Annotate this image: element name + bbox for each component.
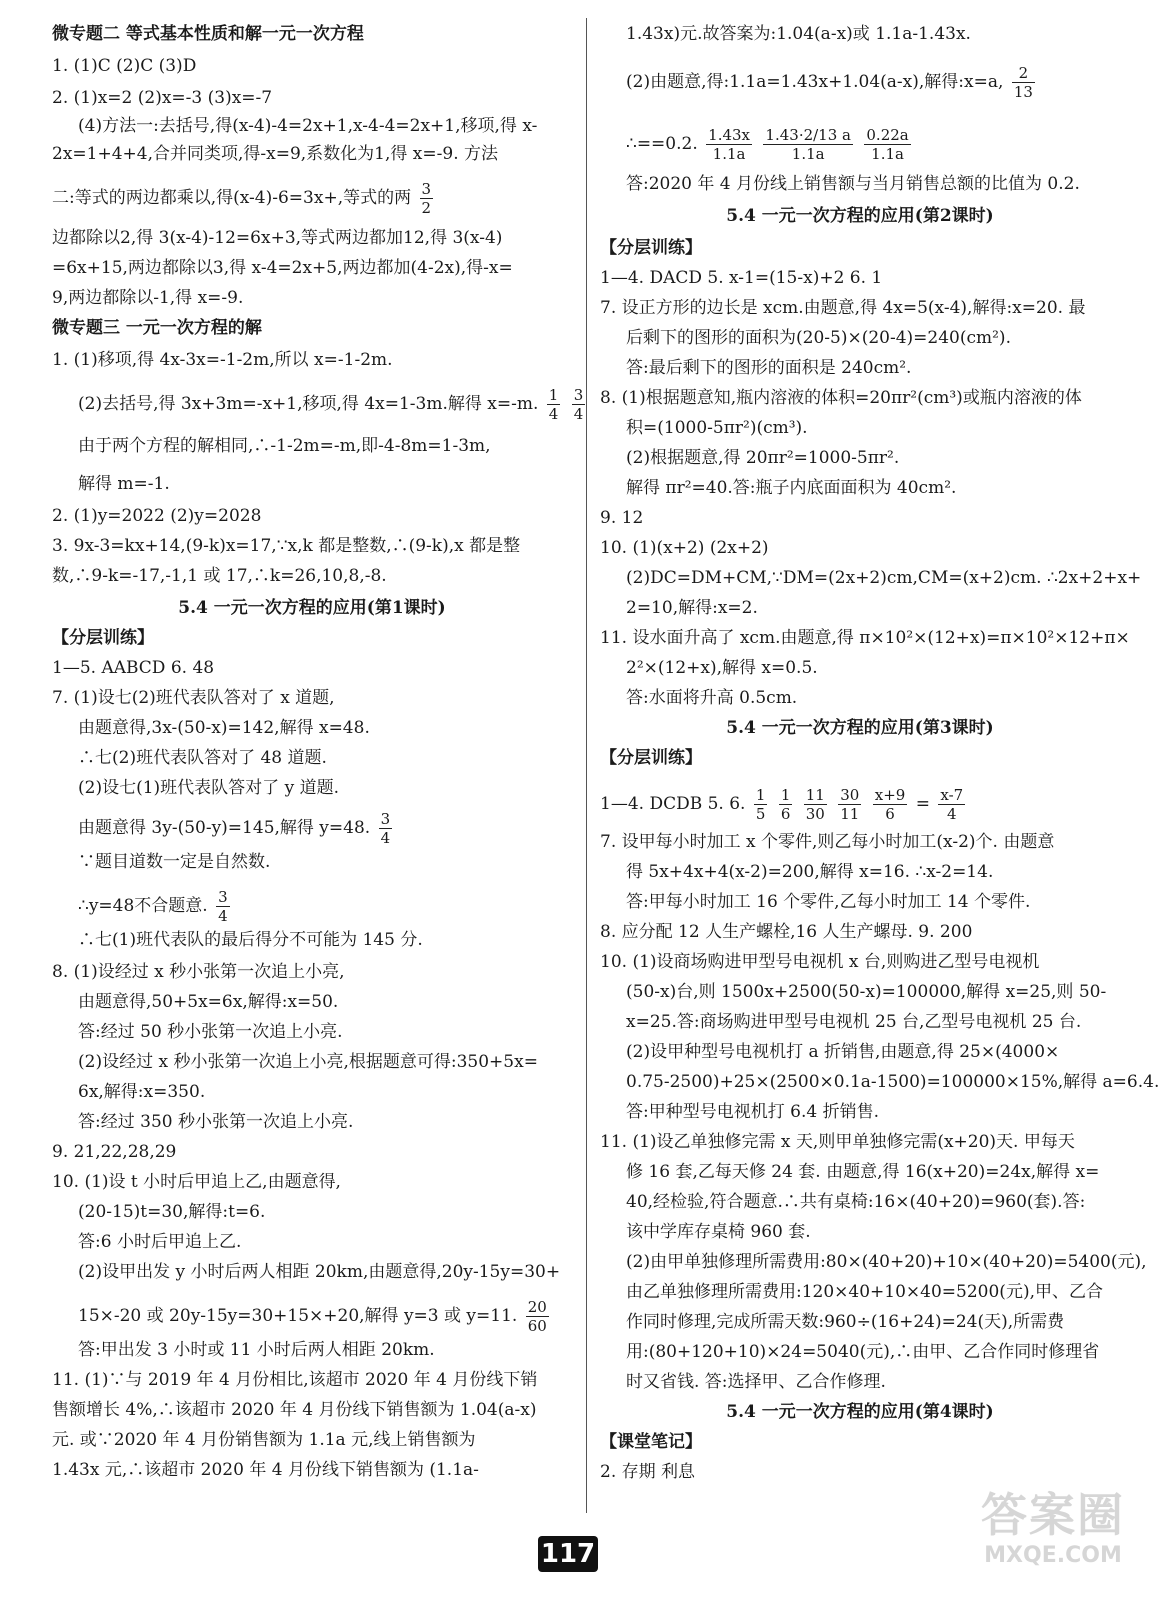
- answer-line: (4)方法一:去括号,得(x-4)-4=2x+1,x-4-4=2x+1,移项,得 x-: [78, 116, 538, 136]
- answer-line: (20-15)t=30,解得:t=6.: [78, 1202, 266, 1222]
- text-segment: (2)由题意,得:1.1a=1.43x+1.04(a-x),解得:x=a,: [626, 72, 1004, 92]
- answer-line: [600, 786, 1120, 823]
- answer-line: [52, 1298, 572, 1335]
- fraction: $\frac{0.22a}{1.1a}$: [866, 126, 909, 163]
- fraction: $\frac{2}{13}$: [1013, 64, 1033, 101]
- answer-line: 答:水面将升高 0.5cm.: [626, 688, 798, 708]
- answer-line: 由于两个方程的解相同,∴-1-2m=-m,即-4-8m=1-3m,: [78, 436, 491, 456]
- section-title: 微专题二 等式基本性质和解一元一次方程: [52, 24, 364, 44]
- answer-line: 6x,解得:x=350.: [78, 1082, 206, 1102]
- answer-line: 9,两边都除以-1,得 x=-9.: [52, 288, 244, 308]
- sub-heading: 【课堂笔记】: [600, 1432, 702, 1452]
- answer-line: [52, 888, 572, 925]
- text-segment: 由题意得 3y-(50-y)=145,解得 y=48.: [78, 818, 371, 838]
- answer-line: 11. (1)∵与 2019 年 4 月份相比,该超市 2020 年 4 月份线下销: [52, 1370, 538, 1390]
- answer-line: 后剩下的图形的面积为(20-5)×(20-4)=240(cm²).: [626, 328, 1011, 348]
- answer-line: 由题意得,3x-(50-x)=142,解得 x=48.: [78, 718, 370, 738]
- answer-line: x=25.答:商场购进甲型号电视机 25 台,乙型号电视机 25 台.: [626, 1012, 1082, 1032]
- answer-line: 答:6 小时后甲追上乙.: [78, 1232, 242, 1252]
- answer-line: 7. (1)设七(2)班代表队答对了 x 道题,: [52, 688, 335, 708]
- answer-line: [52, 180, 572, 217]
- answer-line: 10. (1)设商场购进甲型号电视机 x 台,则购进乙型号电视机: [600, 952, 1040, 972]
- answer-line: 9. 21,22,28,29: [52, 1142, 177, 1162]
- text-segment: 15×-20 或 20y-15y=30+15×+20,解得 y=3 或 y=11.: [78, 1306, 518, 1326]
- section-title: 5.4 一元一次方程的应用(第2课时): [726, 206, 994, 226]
- answer-line: 修 16 套,乙每天修 24 套. 由题意,得 16(x+20)=24x,解得 x=: [626, 1162, 1100, 1182]
- answer-line: 7. 设甲每小时加工 x 个零件,则乙每小时加工(x-2)个. 由题意: [600, 832, 1055, 852]
- equals-sign: =: [915, 794, 930, 814]
- answer-line: 11. 设水面升高了 xcm.由题意,得 π×10²×(12+x)=π×10²×12+π×: [600, 628, 1130, 648]
- answer-line: 10. (1)设 t 小时后甲追上乙,由题意得,: [52, 1172, 341, 1192]
- answer-line: 答:2020 年 4 月份线上销售额与当月销售总额的比值为 0.2.: [626, 174, 1080, 194]
- watermark-url: MXQE.COM: [984, 1543, 1122, 1568]
- watermark-text: 答案圈: [981, 1488, 1125, 1542]
- answer-line: 数,∴9-k=-17,-1,1 或 17,∴k=26,10,8,-8.: [52, 566, 387, 586]
- answer-line: 7. 设正方形的边长是 xcm.由题意,得 4x=5(x-4),解得:x=20. 最: [600, 298, 1086, 318]
- answer-line: 答:甲出发 3 小时或 11 小时后两人相距 20km.: [78, 1340, 435, 1360]
- answer-line: 2x=1+4+4,合并同类项,得-x=9,系数化为1,得 x=-9. 方法: [52, 144, 499, 164]
- answer-line: (2)设七(1)班代表队答对了 y 道题.: [78, 778, 339, 798]
- answer-line: (2)根据题意,得 20πr²=1000-5πr².: [626, 448, 900, 468]
- fraction: $\frac{3}{4}$: [573, 386, 584, 423]
- answer-line: 8. (1)根据题意知,瓶内溶液的体积=20πr²(cm³)或瓶内溶液的体: [600, 388, 1082, 408]
- answer-line: 答:甲每小时加工 16 个零件,乙每小时加工 14 个零件.: [626, 892, 1031, 912]
- answer-line: (50-x)台,则 1500x+2500(50-x)=100000,解得 x=25,则 50-: [626, 982, 1107, 1002]
- answer-line: 1—5. AABCD 6. 48: [52, 658, 215, 678]
- fraction: $\frac{3}{4}$: [218, 888, 228, 925]
- answer-line: 2. (1)x=2 (2)x=-3 (3)x=-7: [52, 88, 273, 108]
- fraction: $\frac{x-7}{4}$: [940, 786, 964, 823]
- answer-line: 时又省钱. 答:选择甲、乙合作修理.: [626, 1372, 886, 1392]
- answer-line: 该中学库存桌椅 960 套.: [626, 1222, 811, 1242]
- fraction: $\frac{3}{2}$: [421, 180, 432, 217]
- sub-heading: 【分层训练】: [600, 238, 702, 258]
- text-segment: 1—4. DCDB 5. 6.: [600, 794, 751, 814]
- answer-line: 2=10,解得:x=2.: [626, 598, 758, 618]
- answer-line: 8. 应分配 12 人生产螺栓,16 人生产螺母. 9. 200: [600, 922, 973, 942]
- answer-line: [600, 126, 1120, 163]
- answer-line: 1. (1)移项,得 4x-3x=-1-2m,所以 x=-1-2m.: [52, 350, 393, 370]
- answer-line: 2. 存期 利息: [600, 1462, 696, 1482]
- answer-line: 由题意得,50+5x=6x,解得:x=50.: [78, 992, 339, 1012]
- answer-line: 1. (1)C (2)C (3)D: [52, 56, 197, 76]
- answer-line: 答:甲种型号电视机打 6.4 折销售.: [626, 1102, 879, 1122]
- text-segment: ∴==0.2.: [626, 134, 698, 154]
- answer-line: 解得 m=-1.: [78, 474, 170, 494]
- fraction: $\frac{1}{5}$: [755, 786, 766, 823]
- answer-line: 答:经过 50 秒小张第一次追上小亮.: [78, 1022, 343, 1042]
- answer-line: 用:(80+120+10)×24=5040(元),∴由甲、乙合作同时修理省: [626, 1342, 1100, 1362]
- answer-line: =6x+15,两边都除以3,得 x-4=2x+5,两边都加(4-2x),得-x=: [52, 258, 513, 278]
- answer-line: (2)设甲出发 y 小时后两人相距 20km,由题意得,20y-15y=30+: [78, 1262, 561, 1282]
- sub-heading: 【分层训练】: [52, 628, 154, 648]
- fraction: $\frac{1.43x}{1.1a}$: [708, 126, 751, 163]
- answer-line: [52, 386, 584, 423]
- right-column: [600, 0, 1160, 1540]
- answer-line: ∴七(2)班代表队答对了 48 道题.: [78, 748, 327, 768]
- column-divider: [586, 18, 587, 1513]
- answer-line: ∵题目道数一定是自然数.: [78, 852, 271, 872]
- answer-line: 9. 12: [600, 508, 644, 528]
- answer-line: 8. (1)设经过 x 秒小张第一次追上小亮,: [52, 962, 345, 982]
- answer-line: 40,经检验,符合题意.∴共有桌椅:16×(40+20)=960(套).答:: [626, 1192, 1086, 1212]
- answer-line: 10. (1)(x+2) (2x+2): [600, 538, 769, 558]
- answer-line: ∴七(1)班代表队的最后得分不可能为 145 分.: [78, 930, 423, 950]
- section-title: 微专题三 一元一次方程的解: [52, 318, 262, 338]
- page-number: 117: [538, 1536, 598, 1572]
- fraction: $\frac{1}{4}$: [548, 386, 559, 423]
- answer-line: 作同时修理,完成所需天数:960÷(16+24)=24(天),所需费: [626, 1312, 1065, 1332]
- fraction: $\frac{3}{4}$: [380, 810, 391, 847]
- fraction: $\frac{x+9}{6}$: [874, 786, 906, 823]
- answer-line: 2²×(12+x),解得 x=0.5.: [626, 658, 818, 678]
- answer-line: 答:最后剩下的图形的面积是 240cm².: [626, 358, 912, 378]
- answer-line: 售额增长 4%,∴该超市 2020 年 4 月份线下销售额为 1.04(a-x): [52, 1400, 537, 1420]
- sub-heading: 【分层训练】: [600, 748, 702, 768]
- answer-line: (2)设甲种型号电视机打 a 折销售,由题意,得 25×(4000×: [626, 1042, 1060, 1062]
- answer-line: 3. 9x-3=kx+14,(9-k)x=17,∵x,k 都是整数,∴(9-k),x 都是整: [52, 536, 521, 556]
- answer-line: 1—4. DACD 5. x-1=(15-x)+2 6. 1: [600, 268, 883, 288]
- left-column: [52, 0, 584, 1540]
- answer-line: 11. (1)设乙单独修完需 x 天,则甲单独修完需(x+20)天. 甲每天: [600, 1132, 1075, 1152]
- answer-line: 1.43x 元,∴该超市 2020 年 4 月份线下销售额为 (1.1a-: [52, 1460, 479, 1480]
- answer-line: [600, 64, 1120, 101]
- fraction: $\frac{20}{60}$: [527, 1298, 547, 1335]
- watermark-logo: [968, 1488, 1138, 1580]
- section-title: 5.4 一元一次方程的应用(第3课时): [726, 718, 994, 738]
- answer-line: 边都除以2,得 3(x-4)-12=6x+3,等式两边都加12,得 3(x-4): [52, 228, 503, 248]
- answer-line: 由乙单独修理所需费用:120×40+10×40=5200(元),甲、乙合: [626, 1282, 1103, 1302]
- answer-line: 1.43x)元.故答案为:1.04(a-x)或 1.1a-1.43x.: [626, 24, 971, 44]
- answer-line: 2. (1)y=2022 (2)y=2028: [52, 506, 262, 526]
- answer-line: 得 5x+4x+4(x-2)=200,解得 x=16. ∴x-2=14.: [626, 862, 994, 882]
- section-title: 5.4 一元一次方程的应用(第1课时): [178, 598, 446, 618]
- answer-line: 积=(1000-5πr²)(cm³).: [626, 418, 808, 438]
- answer-line: 0.75-2500)+25×(2500×0.1a-1500)=100000×15%,解得 a=6.4.: [626, 1072, 1160, 1092]
- section-title: 5.4 一元一次方程的应用(第4课时): [726, 1402, 994, 1422]
- answer-line: (2)由甲单独修理所需费用:80×(40+20)+10×(40+20)=5400(元),: [626, 1252, 1147, 1272]
- answer-line: 元. 或∵2020 年 4 月份销售额为 1.1a 元,线上销售额为: [52, 1430, 476, 1450]
- answer-line: 解得 πr²=40.答:瓶子内底面面积为 40cm².: [626, 478, 957, 498]
- fraction: $\frac{1.43\cdot 2/13 a}{1.1a}$: [765, 126, 851, 163]
- text-segment: (2)去括号,得 3x+3m=-x+1,移项,得 4x=1-3m.解得 x=-m.: [78, 394, 539, 414]
- fraction: $\frac{1}{6}$: [780, 786, 791, 823]
- answer-line: (2)设经过 x 秒小张第一次追上小亮,根据题意可得:350+5x=: [78, 1052, 538, 1072]
- fraction: $\frac{11}{30}$: [805, 786, 825, 823]
- fraction: $\frac{30}{11}$: [840, 786, 860, 823]
- text-segment: 二:等式的两边都乘以,得(x-4)-6=3x+,等式的两: [52, 188, 412, 208]
- text-segment: ∴y=48不合题意.: [78, 896, 208, 916]
- answer-line: [52, 810, 572, 847]
- answer-line: 答:经过 350 秒小张第一次追上小亮.: [78, 1112, 354, 1132]
- answer-line: (2)DC=DM+CM,∵DM=(2x+2)cm,CM=(x+2)cm. ∴2x+2+x+: [626, 568, 1142, 588]
